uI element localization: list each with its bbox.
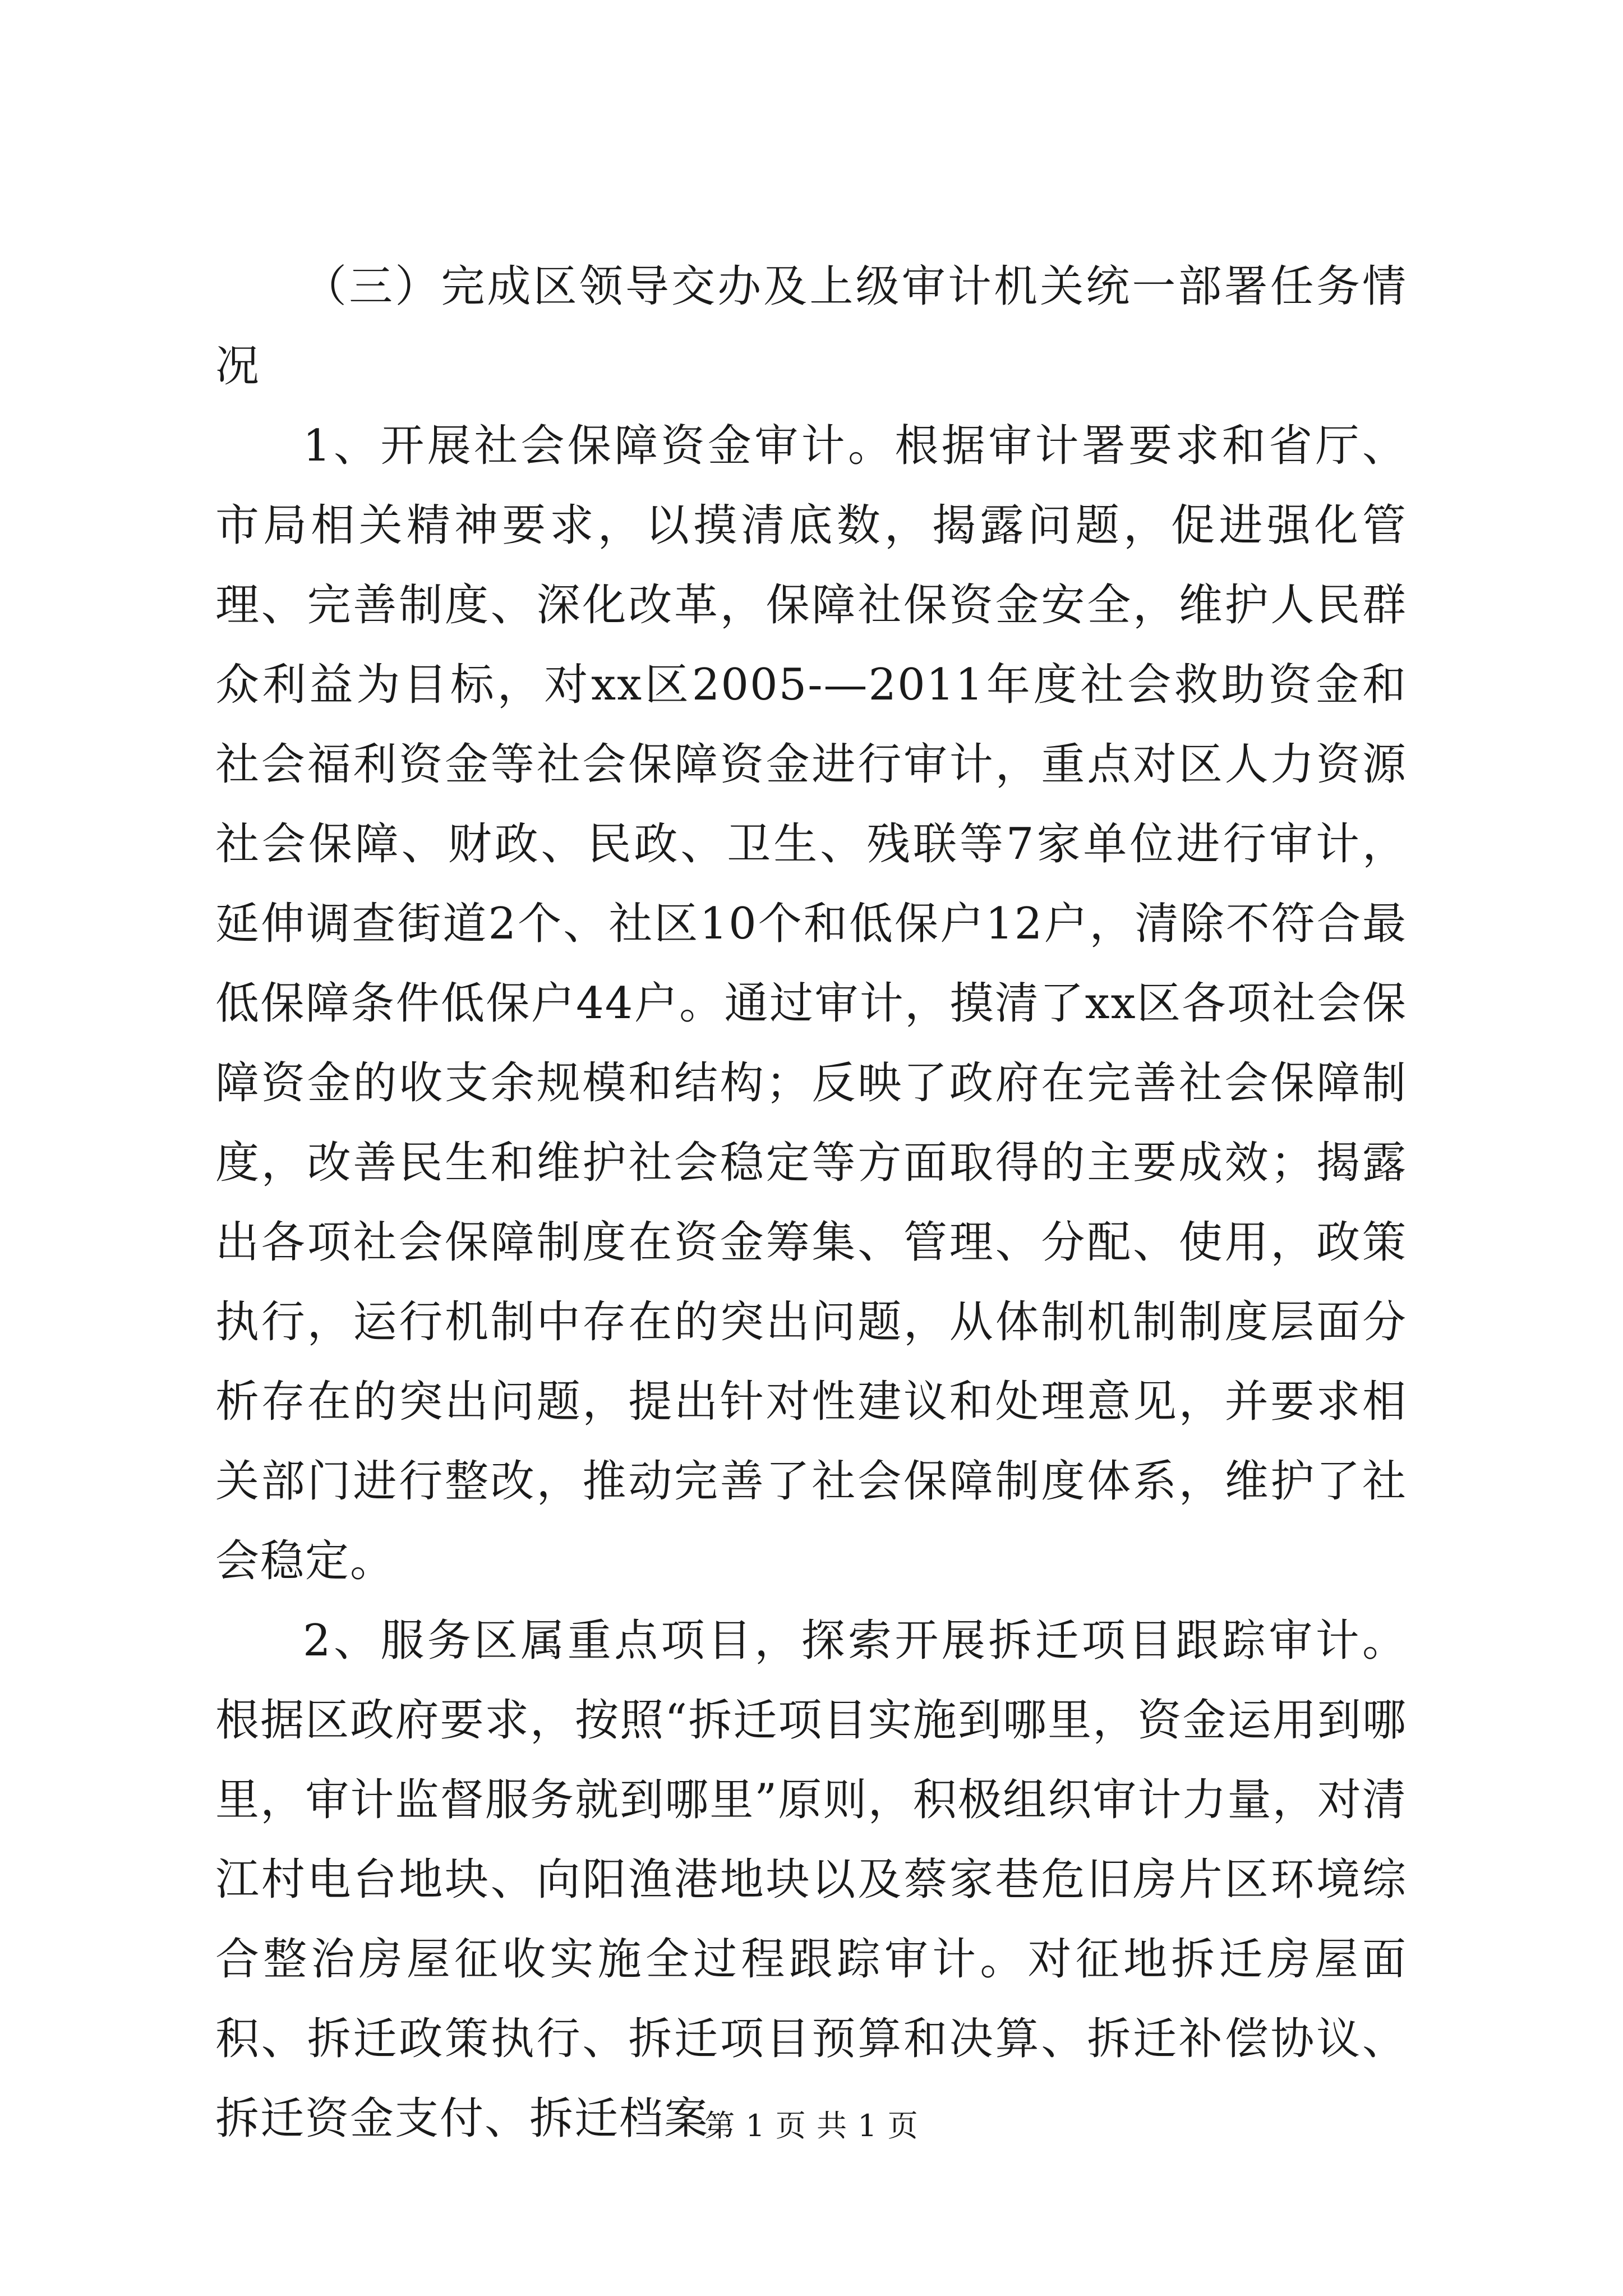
paragraph-social-security-audit: 1、开展社会保障资金审计。根据审计署要求和省厅、市局相关精神要求，以摸清底数，揭露问题，促进强化管理、完善制度、深化改革，保障社保资金安全，维护人民群众利益为目标，对xx区2005-—2011年度社会救助资金和社会福利资金等社会保障资金进行审计，重点对区人力资源社会保障、财政、民政、卫生、残联等7家单位进行审计，延伸调查街道2个、社区10个和低保户12户，清除不符合最低保障条件低保户44户。通过审计，摸清了xx区各项社会保障资金的收支余规模和结构；反映了政府在完善社会保障制度，改善民生和维护社会稳定等方面取得的主要成效；揭露出各项社会保障制度在资金筹集、管理、分配、使用，政策执行，运行机制中存在的突出问题，从体制机制制度层面分析存在的突出问题，提出针对性建议和处理意见，并要求相关部门进行整改，推动完善了社会保障制度体系，维护了社会稳定。 <box>215 421 1407 1586</box>
page-number-footer: 第 1 页 共 1 页 <box>704 2108 919 2143</box>
section-heading: （三）完成区领导交办及上级审计机关统一部署任务情况 <box>215 261 1407 392</box>
paragraph-demolition-audit: 2、服务区属重点项目，探索开展拆迁项目跟踪审计。根据区政府要求，按照“拆迁项目实施到哪里，资金运用到哪里，审计监督服务就到哪里”原则，积极组织审计力量，对清江村电台地块、向阳渔港地块以及蔡家巷危旧房片区环境综合整治房屋征收实施全过程跟踪审计。对征地拆迁房屋面积、拆迁政策执行、拆迁项目预算和决算、拆迁补偿协议、拆迁资金支付、拆迁档案 <box>215 1616 1407 2144</box>
document-body <box>215 247 1407 2159</box>
